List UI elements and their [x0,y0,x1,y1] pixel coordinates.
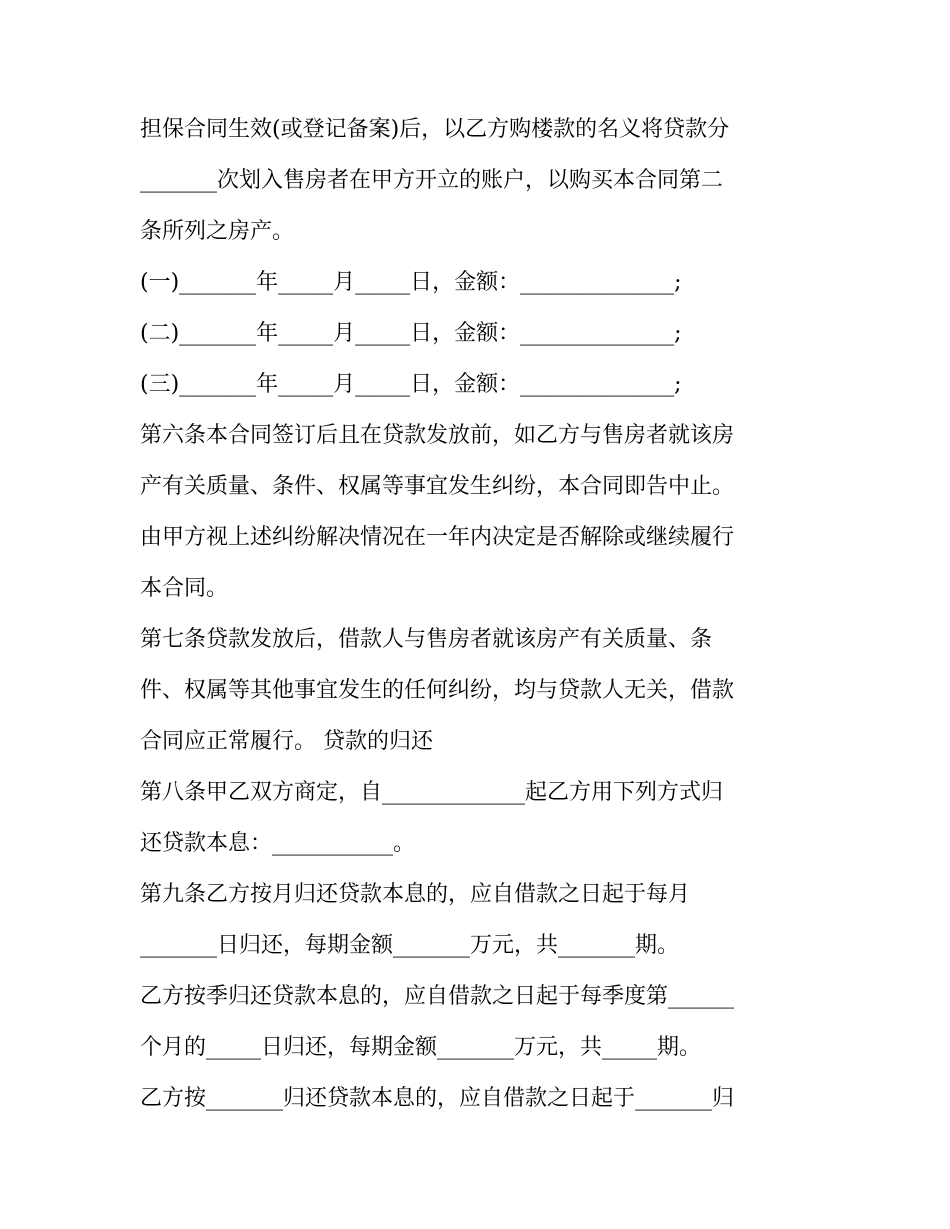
text-line: 产有关质量、条件、权属等事宜发生纠纷，本合同即告中止。 [140,474,735,499]
text-line: 担保合同生效(或登记备案)后，以乙方购楼款的名义将贷款分 [140,117,730,142]
article-7-line: 第七条贷款发放后，借款人与售房者就该房产有关质量、条 [140,627,713,652]
installment-line-1: (一)_______年_____月_____日，金额：______________; [140,270,682,295]
text-line: 合同应正常履行。 贷款的归还 [140,729,433,754]
text-line: 由甲方视上述纠纷解决情况在一年内决定是否解除或继续履行 [140,525,735,550]
article-6-line: 第六条本合同签订后且在贷款发放前，如乙方与售房者就该房 [140,423,735,448]
text-line: _______次划入售房者在甲方开立的账户，以购买本合同第二 [140,168,724,193]
article-8-line: 第八条甲乙双方商定，自_____________起乙方用下列方式归 [140,780,724,805]
article-9-line: 第九条乙方按月归还贷款本息的，应自借款之日起于每月 [140,882,691,907]
installment-line-2: (二)_______年_____月_____日，金额：______________; [140,321,682,346]
text-line: 个月的_____日归还，每期金额_______万元，共_____期。 [140,1035,702,1060]
text-line: _______日归还，每期金额_______万元，共_______期。 [140,933,680,958]
text-line: 还贷款本息：___________。 [140,831,416,856]
text-line: 件、权属等其他事宜发生的任何纠纷，均与贷款人无关，借款 [140,678,735,703]
text-line: 本合同。 [140,576,229,601]
text-line: 乙方按_______归还贷款本息的，应自借款之日起于_______归 [140,1086,735,1111]
text-line: 条所列之房产。 [140,219,295,244]
document-body [140,104,830,1124]
installment-line-3: (三)_______年_____月_____日，金额：______________; [140,372,682,397]
text-line: 乙方按季归还贷款本息的，应自借款之日起于每季度第______ [140,984,735,1009]
